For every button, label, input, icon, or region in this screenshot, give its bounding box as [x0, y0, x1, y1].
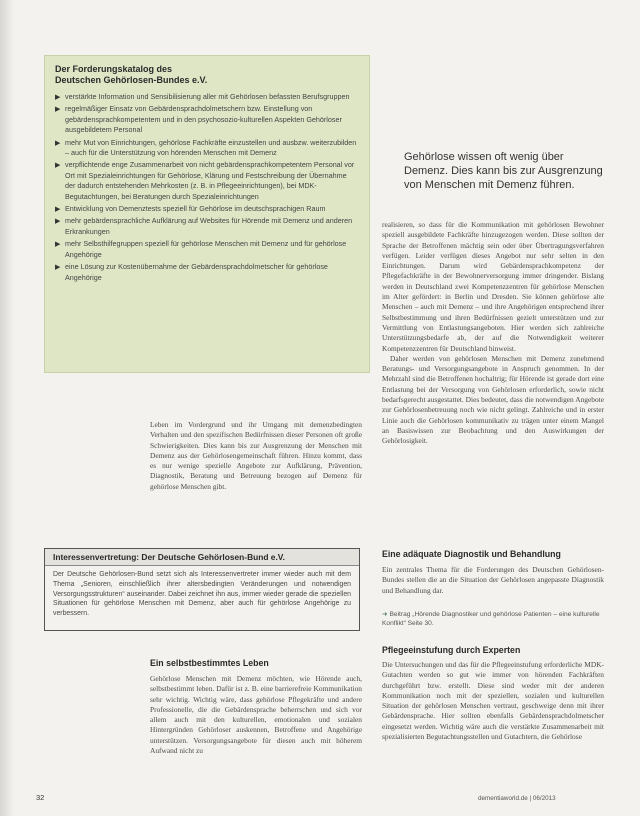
section-heading-self-determined: Ein selbstbestimmtes Leben: [150, 658, 269, 668]
reference-arrow-icon: ➜: [382, 611, 388, 618]
catalog-item: ▶ verstärkte Information und Sensibilisierung aller mit Gehörlosen befassten Berufsgruppen: [55, 92, 359, 102]
catalog-item: ▶ mehr Selbsthilfegruppen speziell für gehörlose Menschen mit Demenz und für gehörlose Angehörige: [55, 239, 347, 259]
page-fold-shadow: [0, 0, 14, 816]
pull-quote: Gehörlose wissen oft wenig über Demenz. Dies kann bis zur Ausgrenzung von Menschen mit Demenz führen.: [404, 151, 603, 191]
journal-footer: dementiaworld.de | 06/2013: [478, 795, 556, 802]
article-reference: ➜ Beitrag „Hörende Diagnostiker und gehörlose Patienten – eine kulturelle Konflikt“ Seite 30.: [382, 611, 600, 627]
body-paragraph: realisieren, so dass für die Kommunikation mit gehörlosen Bewohner speziell ausgebildete Fachkräfte hinzugezogen werden. Diese sollten der Sprache der Betroffenen mächtig sein oder über Übertragungsverfahren verfügen. Leider verfügen dieses Angebot nur sehr selten in den Einrichtungen. Darum wird Gebärdensprachkompetenz der Pflegefachkräfte in der Bewohnerversorgung immer dringender. Bislang werden in Deutschland zwei Kompetenzzentren für gehörlose Menschen im Alter gefördert: in Berlin und Dresden. Sie können gehörlose alte Menschen – auch mit Demenz – und ihre Angehörigen entsprechend ihrer Selbstbestimmung und ihren Bedürfnissen gezielt unterstützen und zur Vermittlung von Entlastungsangeboten. Hier werden sich zahlreiche Unterstützungsbedarfe ab, der auf die Notwendigkeit weiterer Kompetenzzentren für Deutschland hinweist.: [382, 220, 604, 353]
diagnostics-text: Ein zentrales Thema für die Forderungen des Deutschen Gehörlosen-Bundes stellen die an die Situation der Gehörlosen angepasste Diagnostik und Behandlung dar.: [382, 565, 604, 595]
advocacy-box-text: Der Deutsche Gehörlosen-Bund setzt sich als Interessenvertreter immer wieder auch mit dem Thema „Senioren, einschließlich ihrer altersbedingten Veränderungen und notwendigen Versorgungsstrukturen“ auseinander. Dabei zeichnet ihn aus, immer wieder gerade die speziellen Situationen für gehörlose Menschen mit Demenz, aber auch für gehörlose Angehörige zu verbessern.: [53, 571, 351, 618]
triangle-bullet-icon: ▶: [55, 106, 61, 114]
body-paragraph: Leben im Vordergrund und ihr Umgang mit demenzbedingten Verhalten und den spezifischen Bedürfnissen dieser Personen oft große Schwierigkeiten. Dies kann bis zur Ausgrenzung der Menschen mit Demenz aus der Gehörlosengemeinschaft führen. Hinzu kommt, dass es nur wenige spezielle Angebote zur Aufklärung, Prävention, Diagnostik, Beratung und Betreuung bezogen auf Demenz für gehörlose Menschen gibt.: [150, 420, 362, 491]
right-column-text: [382, 220, 604, 447]
catalog-item: ▶ verpflichtende enge Zusammenarbeit von nicht gebärdensprachkompetentem Personal vor Ort mit Spezialeinrichtungen für Gehörlose, Klärung und Festschreibung der Übernahme der dadurch entstehenden Mehrkosten (z. B. in Pflegeeinrichtungen), bei MDK-Begutachtungen, bei Beratungen durch Spezialeinrichtungen: [55, 160, 355, 201]
triangle-bullet-icon: ▶: [55, 139, 61, 147]
self-determined-text: Gehörlose Menschen mit Demenz möchten, wie Hörende auch, selbstbestimmt leben. Dafür ist z. B. eine barrierefreie Kommunikation sehr wichtig. Wichtig wäre, dass gehörlose Pflegekräfte und andere Professionelle, die die Gebärdensprache beherrschen und sich vor allem auch mit den kulturellen, emotionalen und sozialen Hintergründen Gehörloser auskennen, Betroffene und Angehörige unterstützen. Versorgungsangebote für diesen auch mit höherem Aufwand nicht zu: [150, 674, 362, 756]
advocacy-box: [44, 548, 360, 631]
catalog-item: ▶ Entwicklung von Demenztests speziell für Gehörlose im deutschsprachigen Raum: [55, 204, 359, 214]
section-heading-diagnostics: Eine adäquate Diagnostik und Behandlung: [382, 549, 561, 559]
triangle-bullet-icon: ▶: [55, 206, 61, 214]
triangle-bullet-icon: ▶: [55, 218, 61, 226]
middle-column-text: [150, 420, 362, 492]
catalog-title: Der Forderungskatalog des Deutschen Gehörlosen-Bundes e.V.: [55, 64, 208, 85]
page-number: 32: [36, 793, 45, 802]
demands-catalog-box: [44, 55, 370, 373]
triangle-bullet-icon: ▶: [55, 241, 61, 249]
section-heading-nursing: Pflegeeinstufung durch Experten: [382, 645, 521, 655]
catalog-list: [55, 92, 359, 283]
advocacy-box-title: Interessenvertretung: Der Deutsche Gehörlosen-Bund e.V.: [45, 549, 359, 566]
catalog-item: ▶ eine Lösung zur Kostenübernahme der Gebärdensprachdolmetscher für gehörlose Angehörige: [55, 262, 328, 282]
catalog-item: ▶ regelmäßiger Einsatz von Gebärdensprachdolmetschern bzw. Einstellung von gebärdensprachkompetentem und in den psychosozio-kulturellen Aspekten Gehörloser ausgebildetem Personal: [55, 104, 342, 135]
triangle-bullet-icon: ▶: [55, 162, 61, 170]
catalog-item: ▶ mehr Mut von Einrichtungen, gehörlose Fachkräfte einzustellen und ausbzw. weiterzubilden – auch für die Unterstützung von hörenden Menschen mit Demenz: [55, 137, 357, 158]
triangle-bullet-icon: ▶: [55, 264, 61, 272]
catalog-item: ▶ mehr gebärdensprachliche Aufklärung auf Websites für Hörende mit Demenz und anderen Erkrankungen: [55, 216, 353, 236]
body-paragraph: Daher werden von gehörlosen Menschen mit Demenz zunehmend Beratungs- und Versorgungsangebote in Anspruch genommen. In der Mehrzahl sind die Betroffenen hochaltrig; für Hörende ist gerade dort eine Entlastung bei der Versorgung von Gehörlosen erforderlich, sowie nicht bedarfsgerecht ausgestattet. Dies bedeutet, dass die notwendigen Angebote zur Gehörlosenbetreuung noch wie nicht gelingt. Zahlreiche und in erster Linie auch die Gehörlosen kommunikativ zu trägen unter einem Mangel an Basiswissen zur Beobachtung und den Auswirkungen der Gehörlosigkeit.: [382, 353, 604, 446]
nursing-text: Die Untersuchungen und das für die Pflegeeinstufung erforderliche MDK-Gutachten werden so gut wie immer von hörenden Fachkräften durchgeführt bzw. erstellt. Diese sind weder mit der anderen Kommunikation noch mit der speziellen, sozialen und kulturellen Situation der gehörlosen Menschen vertraut, geschweige denn mit ihrer Gebärdensprache. Hier sollten ebenfalls Gebärdensprachdolmetscher eingesetzt werden. Wichtig wäre auch die verstärkte Zusammenarbeit mit spezialisierten Begutachtungsstellen und Gutachtern, die Gehörlose: [382, 660, 604, 742]
triangle-bullet-icon: ▶: [55, 94, 61, 101]
